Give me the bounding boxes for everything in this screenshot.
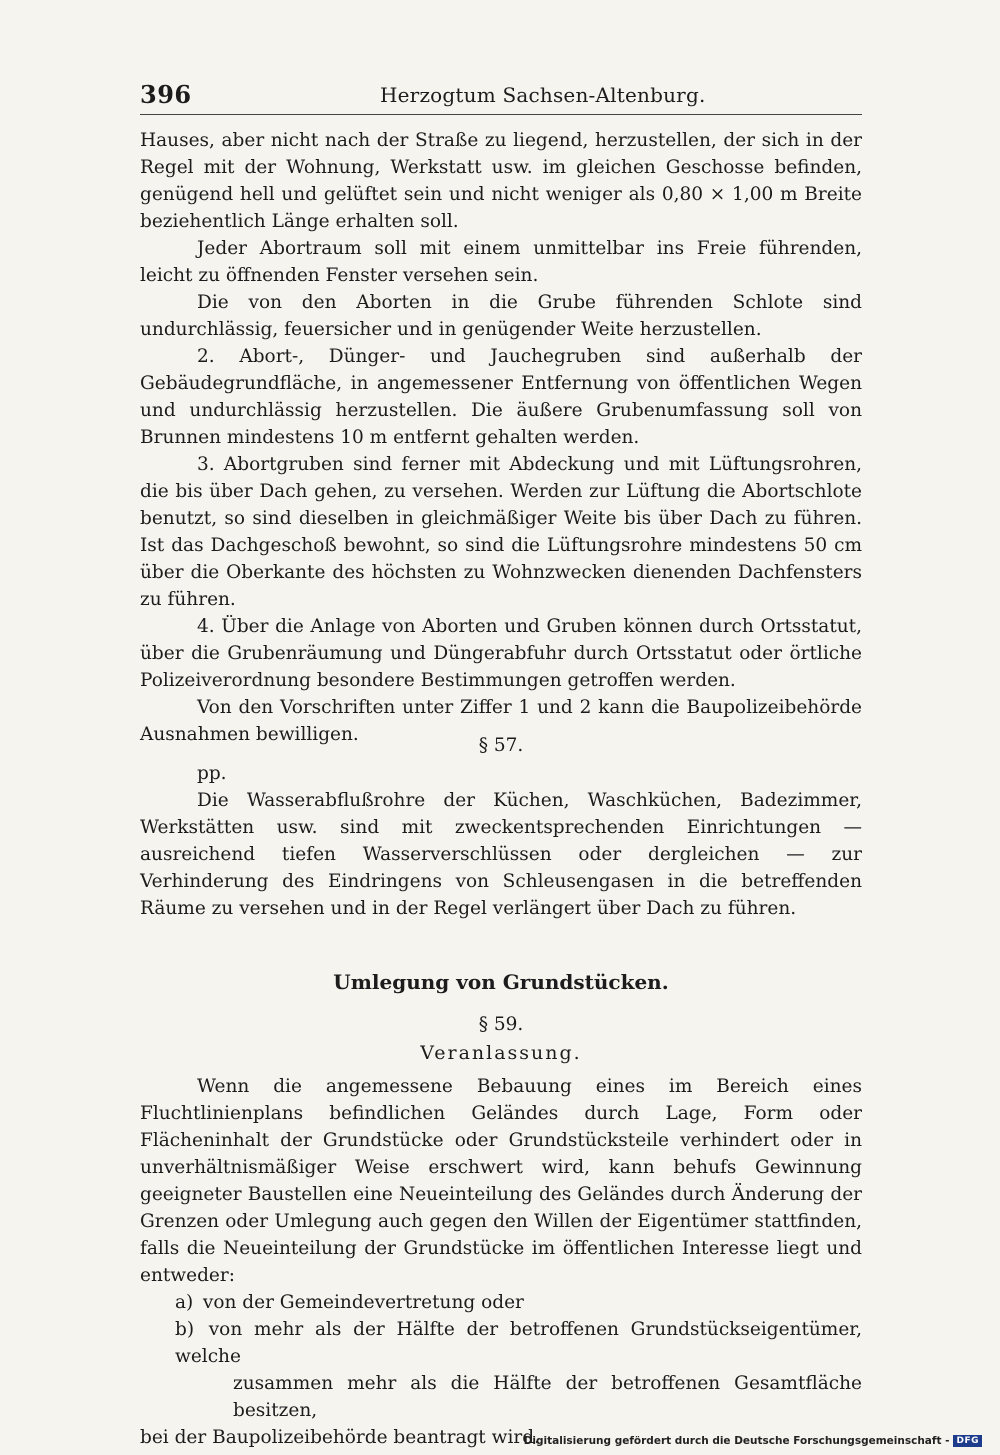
paragraph-abortraum: Jeder Abortraum soll mit einem unmittelbar ins Freie führenden, leicht zu öffnenden Fenster versehen sein.	[140, 238, 862, 286]
section-59-body	[140, 1073, 862, 1451]
running-title: Herzogtum Sachsen-Altenburg.	[380, 83, 706, 107]
list-item-b-text: von mehr als der Hälfte der betroffenen Grundstückseigentümer, welche	[175, 1319, 862, 1367]
section-59-text: Wenn die angemessene Bebauung eines im Bereich eines Fluchtlinienplans befindlichen Geländes durch Lage, Form oder Flächeninhalt der Grundstücke oder Grundstücksteile verhindert oder in unverhältnismäßiger Weise erschwert wird, kann behufs Gewinnung geeigneter Baustellen eine Neueinteilung des Geländes durch Änderung der Grenzen oder Umlegung auch gegen den Willen der Eigentümer stattfinden, falls die Neueinteilung der Grundstücke im öffentlichen Interesse liegt und entweder:	[140, 1076, 862, 1286]
paragraph-item-3: 3. Abortgruben sind ferner mit Abdeckung und mit Lüftungsrohren, die bis über Dach gehen, zu versehen. Werden zur Lüftung die Abortschlote benutzt, so sind dieselben in gleichmäßiger Weite bis über Dach zu führen. Ist das Dachgeschoß bewohnt, so sind die Lüftungsrohre mindestens 50 cm über die Oberkante des höchsten zu Wohnzwecken dienenden Dachfensters zu führen.	[140, 454, 862, 610]
paragraphs-top	[140, 127, 862, 748]
paragraph-continuation: Hauses, aber nicht nach der Straße zu liegend, herzustellen, der sich in der Regel mit der Wohnung, Werkstatt usw. im gleichen Geschosse befinden, genügend hell und gelüftet sein und nicht weniger als 0,80 × 1,00 m Breite beziehentlich Länge erhalten soll.	[140, 130, 862, 232]
section-57-pp: pp.	[197, 763, 227, 784]
header-rule	[140, 114, 862, 115]
list-item-a-label: a)	[175, 1292, 194, 1313]
dfg-logo-icon: DFG	[953, 1435, 982, 1447]
paragraph-item-4: 4. Über die Anlage von Aborten und Gruben können durch Ortsstatut, über die Grubenräumung und Düngerabfuhr durch Ortsstatut oder örtliche Polizeiverordnung besondere Bestimmungen getroffen werden.	[140, 616, 862, 691]
paragraph-item-2: 2. Abort-, Dünger- und Jauchegruben sind außerhalb der Gebäudegrundfläche, in angemessener Entfernung von öffentlichen Wegen und undurchlässig herzustellen. Die äußere Grubenumfassung soll von Brunnen mindestens 10 m entfernt gehalten werden.	[140, 346, 862, 448]
list-item-b	[140, 1316, 862, 1370]
section-57-sign: § 57.	[478, 735, 524, 756]
paragraph-ausnahmen: Von den Vorschriften unter Ziffer 1 und 2 kann die Baupolizeibehörde Ausnahmen bewilligen.	[140, 697, 862, 745]
paragraph-schlote: Die von den Aborten in die Grube führenden Schlote sind undurchlässig, feuersicher und in genügender Weite herzustellen.	[140, 292, 862, 340]
list-item-a	[140, 1289, 862, 1316]
list-item-a-text: von der Gemeindevertretung oder	[202, 1292, 524, 1313]
digitization-footer	[524, 1435, 982, 1447]
section-57-body	[140, 760, 862, 922]
part-heading: Umlegung von Grundstücken.	[333, 970, 669, 994]
section-59-sign: § 59.	[478, 1014, 524, 1035]
section-59-closing: bei der Baupolizeibehörde beantragt wird.	[140, 1427, 540, 1448]
list-item-b-label: b)	[175, 1319, 195, 1340]
list-item-b-continuation: zusammen mehr als die Hälfte der betroffenen Gesamtfläche besitzen,	[233, 1373, 862, 1421]
footer-text: Digitalisierung gefördert durch die Deutsche Forschungsgemeinschaft -	[523, 1435, 950, 1447]
section-59-title: Veranlassung.	[420, 1042, 582, 1064]
section-57-text: Die Wasserabflußrohre der Küchen, Waschküchen, Badezimmer, Werkstätten usw. sind mit zweckentsprechenden Einrichtungen — ausreichend tiefen Wasserverschlüssen oder dergleichen — zur Verhinderung des Eindringens von Schleusengasen in die betreffenden Räume zu versehen und in der Regel verlängert über Dach zu führen.	[140, 790, 862, 919]
page-number: 396	[140, 80, 192, 109]
